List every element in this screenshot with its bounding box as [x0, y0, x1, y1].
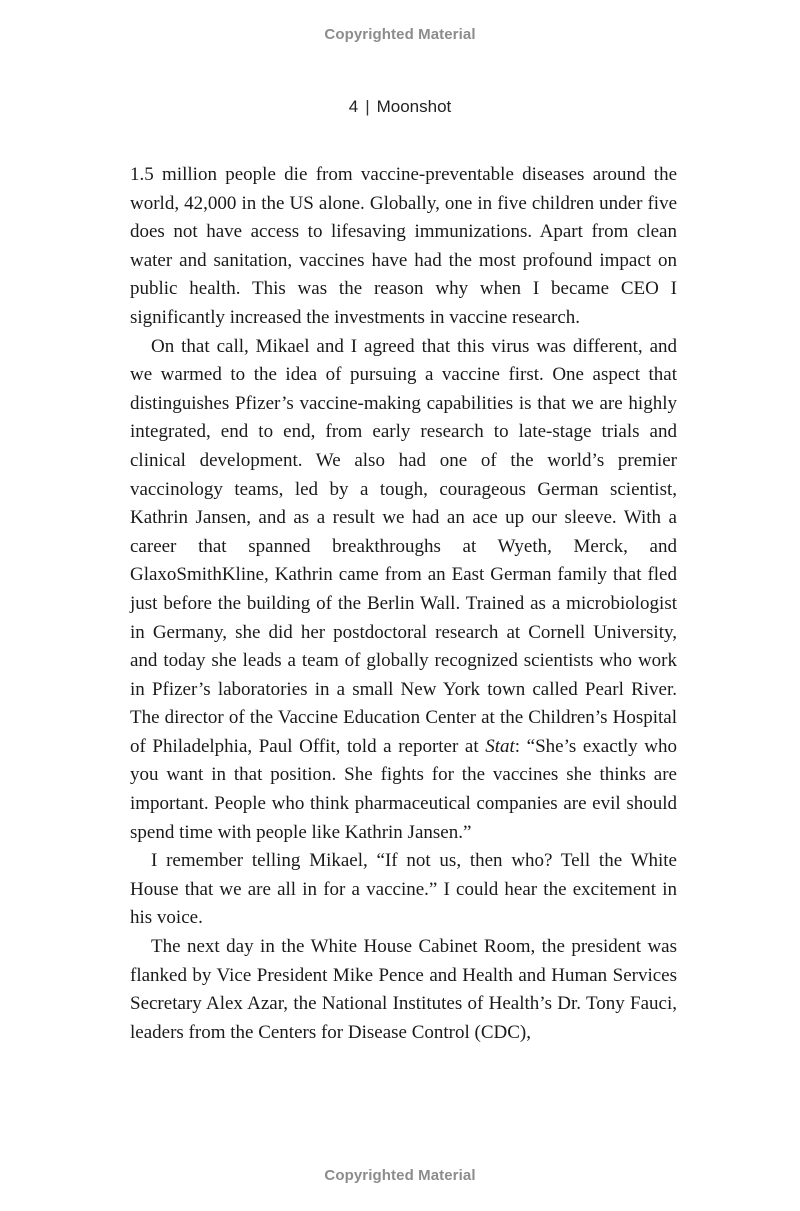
header-separator: |: [365, 97, 370, 116]
paragraph-2-text-a: On that call, Mikael and I agreed that this virus was different, and we warmed to the idea of pursuing a vaccine first. One aspect that distinguishes Pfizer’s vaccine-making capabilities is that we are highly integrated, end to end, from early research to late-stage trials and clinical development. We also had one of the world’s premier vaccinology teams, led by a tough, courageous German scientist, Kathrin Jansen, and as a result we had an ace up our sleeve. With a career that spanned breakthroughs at Wyeth, Merck, and GlaxoSmithKline, Kathrin came from an East German family that fled just before the building of the Berlin Wall. Trained as a microbiologist in Germany, she did her postdoctoral research at Cornell University, and today she leads a team of globally recognized scientists who work in Pfizer’s laboratories in a small New York town called Pearl River. The director of the Vaccine Education Center at the Children’s Hospital of Philadelphia, Paul Offit, told a reporter at: [130, 335, 677, 757]
paragraph-2: [130, 333, 677, 848]
running-head: [0, 97, 800, 117]
paragraph-1: 1.5 million people die from vaccine-preventable diseases around the world, 42,000 in the US alone. Globally, one in five children under five does not have access to lifesaving immunizations. Apart from clean water and sanitation, vaccines have had the most profound impact on public health. This was the reason why when I became CEO I significantly increased the investments in vaccine research.: [130, 164, 677, 328]
copyright-notice-bottom: Copyrighted Material: [324, 1167, 476, 1184]
book-title: Moonshot: [376, 97, 452, 116]
paragraph-3: I remember telling Mikael, “If not us, then who? Tell the White House that we are all in for a vaccine.” I could hear the excitement in his voice.: [130, 850, 677, 929]
page-number: 4: [348, 97, 359, 116]
paragraph-2-text-b: : “She’s exactly who you want in that position. She fights for the vaccines she thinks are important. People who think pharmaceutical companies are evil should spend time with people like Kathrin Jansen.”: [130, 735, 677, 843]
copyright-notice-top: Copyrighted Material: [324, 26, 476, 43]
paragraph-4: The next day in the White House Cabinet Room, the president was flanked by Vice President Mike Pence and Health and Human Services Secretary Alex Azar, the National Institutes of Health’s Dr. Tony Fauci, leaders from the Centers for Disease Control (CDC),: [130, 936, 677, 1043]
body-text: [130, 161, 677, 1047]
publication-name: Stat: [485, 735, 515, 757]
